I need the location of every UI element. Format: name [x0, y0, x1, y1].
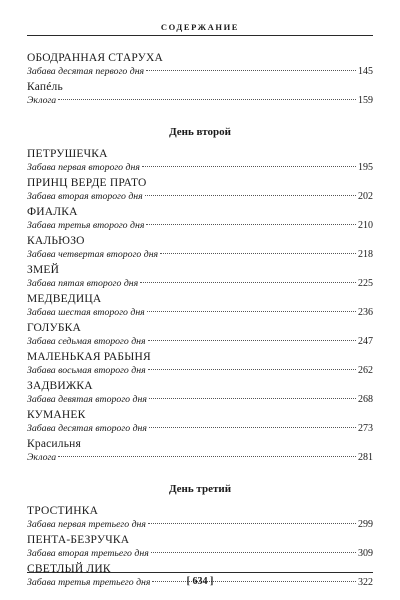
toc-entry-page: 262 [358, 365, 373, 376]
toc-entry-subtitle: Забава десятая второго дня [27, 423, 147, 434]
toc-entry-page: 218 [358, 249, 373, 260]
toc-content [27, 51, 373, 591]
toc-entry-subtitle: Забава вторая второго дня [27, 191, 143, 202]
dot-leader [151, 552, 356, 553]
toc-entry[interactable] [27, 51, 373, 80]
toc-entry-subtitle: Забава четвертая второго дня [27, 249, 159, 260]
toc-entry[interactable] [27, 437, 373, 466]
toc-entry-subtitle: Забава третья третьего дня [27, 577, 151, 588]
toc-entry[interactable] [27, 321, 373, 350]
running-header: СОДЕРЖАНИЕ [160, 22, 240, 32]
toc-entry-title: ПЕТРУШЕЧКА [27, 148, 108, 160]
toc-entry[interactable] [27, 147, 373, 176]
section-heading: День третий [168, 483, 232, 495]
toc-entry-title: ПЕНТА-БЕЗРУЧКА [27, 534, 130, 546]
toc-entry-page: 247 [358, 336, 373, 347]
page-number: [ 634 ] [186, 576, 214, 587]
toc-entry-title: ТРОСТИНКА [27, 505, 99, 517]
toc-entry-page: 195 [358, 162, 373, 173]
toc-entry-page: 273 [358, 423, 373, 434]
toc-entry-title: ЗАДВИЖКА [27, 380, 93, 392]
dot-leader [148, 340, 356, 341]
toc-entry-subtitle: Эклога [27, 452, 57, 463]
toc-entry-subtitle: Забава первая третьего дня [27, 519, 146, 530]
toc-entry[interactable] [27, 504, 373, 533]
toc-entry-page: 236 [358, 307, 373, 318]
toc-entry-title: ОБОДРАННАЯ СТАРУХА [27, 52, 163, 64]
toc-entry-page: 225 [358, 278, 373, 289]
toc-entry[interactable] [27, 292, 373, 321]
toc-entry[interactable] [27, 379, 373, 408]
toc-entry-title: КАЛЬЮЗО [27, 235, 85, 247]
toc-entry-subtitle: Забава вторая третьего дня [27, 548, 149, 559]
dot-leader [58, 456, 356, 457]
dot-leader [149, 427, 356, 428]
toc-entry-title: ПРИНЦ ВЕРДЕ ПРАТО [27, 177, 147, 189]
toc-entry[interactable] [27, 234, 373, 263]
toc-entry-subtitle: Эклога [27, 95, 57, 106]
toc-entry-title: ЗМЕЙ [27, 264, 60, 276]
toc-entry[interactable] [27, 408, 373, 437]
toc-entry[interactable] [27, 176, 373, 205]
toc-entry-title: КУМАНЕК [27, 409, 86, 421]
toc-entry-subtitle: Забава восьмая второго дня [27, 365, 146, 376]
dot-leader [160, 253, 356, 254]
toc-entry-page: 281 [358, 452, 373, 463]
toc-entry-page: 145 [358, 66, 373, 77]
dot-leader [146, 70, 356, 71]
toc-entry-subtitle: Забава третья второго дня [27, 220, 145, 231]
toc-entry-title: ФИАЛКА [27, 206, 78, 218]
toc-entry-page: 210 [358, 220, 373, 231]
footer-rule [27, 572, 373, 573]
toc-entry[interactable] [27, 205, 373, 234]
toc-entry[interactable] [27, 533, 373, 562]
section-heading: День второй [169, 126, 231, 138]
toc-entry-title: Капéль [27, 81, 63, 93]
toc-entry[interactable] [27, 263, 373, 292]
header-rule [27, 35, 373, 36]
toc-entry-page: 159 [358, 95, 373, 106]
toc-entry-subtitle: Забава седьмая второго дня [27, 336, 146, 347]
toc-entry-title: МАЛЕНЬКАЯ РАБЫНЯ [27, 351, 151, 363]
dot-leader [148, 369, 356, 370]
toc-entry-title: ГОЛУБКА [27, 322, 82, 334]
dot-leader [58, 99, 356, 100]
toc-entry[interactable] [27, 80, 373, 109]
dot-leader [147, 311, 356, 312]
toc-entry-subtitle: Забава пятая второго дня [27, 278, 139, 289]
toc-entry-title: Красильня [27, 438, 82, 450]
toc-entry-page: 322 [358, 577, 373, 588]
toc-entry-page: 202 [358, 191, 373, 202]
dot-leader [142, 166, 356, 167]
toc-entry-page: 268 [358, 394, 373, 405]
toc-entry-title: МЕДВЕДИЦА [27, 293, 102, 305]
dot-leader [146, 224, 356, 225]
dot-leader [145, 195, 356, 196]
toc-entry-subtitle: Забава десятая первого дня [27, 66, 145, 77]
toc-entry-page: 309 [358, 548, 373, 559]
toc-entry-subtitle: Забава девятая второго дня [27, 394, 147, 405]
toc-entry-title: СВЕТЛЫЙ ЛИК [27, 563, 111, 575]
toc-entry-subtitle: Забава шестая второго дня [27, 307, 145, 318]
dot-leader [148, 523, 356, 524]
dot-leader [149, 398, 356, 399]
toc-entry[interactable] [27, 350, 373, 379]
toc-entry-subtitle: Забава первая второго дня [27, 162, 140, 173]
toc-entry-page: 299 [358, 519, 373, 530]
dot-leader [140, 282, 356, 283]
